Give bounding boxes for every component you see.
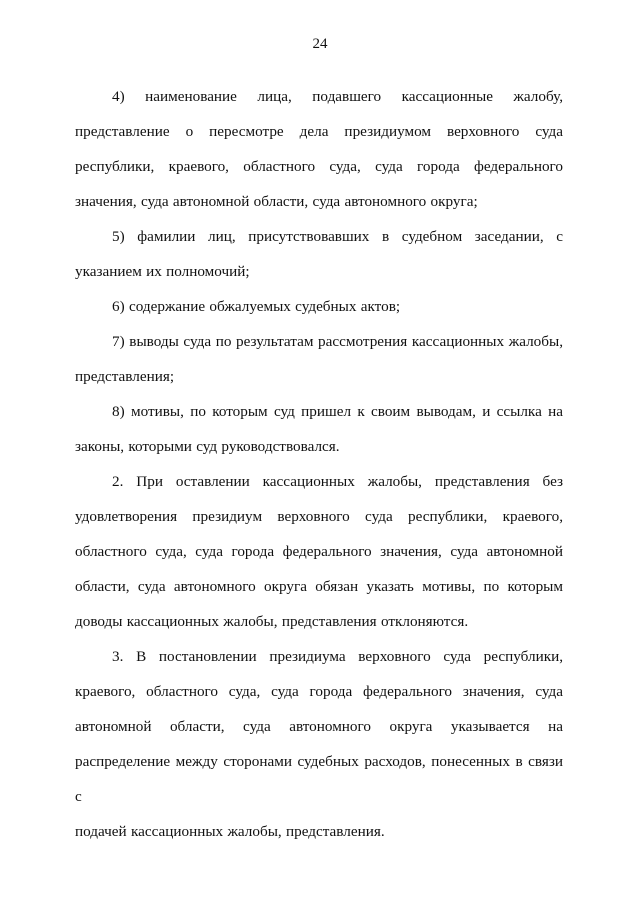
text-line: 4) наименование лица, подавшего кассационные жалобу,	[112, 88, 563, 105]
text-line: законы, которыми суд руководствовался.	[75, 438, 340, 455]
text-line: представления;	[75, 368, 175, 385]
text-line: 2. При оставлении кассационных жалобы, представления без	[112, 473, 563, 490]
list-item-8	[75, 394, 563, 464]
text-line: распределение между сторонами судебных расходов, понесенных в связи с	[75, 753, 563, 805]
text-line: указанием их полномочий;	[75, 263, 250, 280]
text-line: области, суда автономного округа обязан указать мотивы, по которым	[75, 578, 563, 595]
text-line: представление о пересмотре дела президиумом верховного суда	[75, 123, 563, 140]
text-line: республики, краевого, областного суда, суда города федерального	[75, 158, 563, 175]
text-line: удовлетворения президиум верховного суда республики, краевого,	[75, 508, 563, 525]
text-line: областного суда, суда города федерального значения, суда автономной	[75, 543, 563, 560]
list-item-6	[75, 289, 563, 324]
text-line: 8) мотивы, по которым суд пришел к своим выводам, и ссылка на	[112, 403, 563, 420]
text-line: подачей кассационных жалобы, представления.	[75, 823, 385, 840]
text-line: доводы кассационных жалобы, представления отклоняются.	[75, 613, 469, 630]
document-body	[75, 79, 563, 849]
list-item-4	[75, 79, 563, 219]
section-3	[75, 639, 563, 849]
list-item-5	[75, 219, 563, 289]
section-2	[75, 464, 563, 639]
text-line: краевого, областного суда, суда города федерального значения, суда	[75, 683, 563, 700]
page-number: 24	[312, 36, 328, 52]
text-line: 3. В постановлении президиума верховного суда республики,	[112, 648, 563, 665]
list-item-7	[75, 324, 563, 394]
text-line: 5) фамилии лиц, присутствовавших в судебном заседании, с	[112, 228, 563, 245]
text-line: автономной области, суда автономного округа указывается на	[75, 718, 563, 735]
text-line: значения, суда автономной области, суда автономного округа;	[75, 193, 478, 210]
text-line: 7) выводы суда по результатам рассмотрения кассационных жалобы,	[112, 333, 563, 350]
text-line: 6) содержание обжалуемых судебных актов;	[112, 298, 401, 315]
